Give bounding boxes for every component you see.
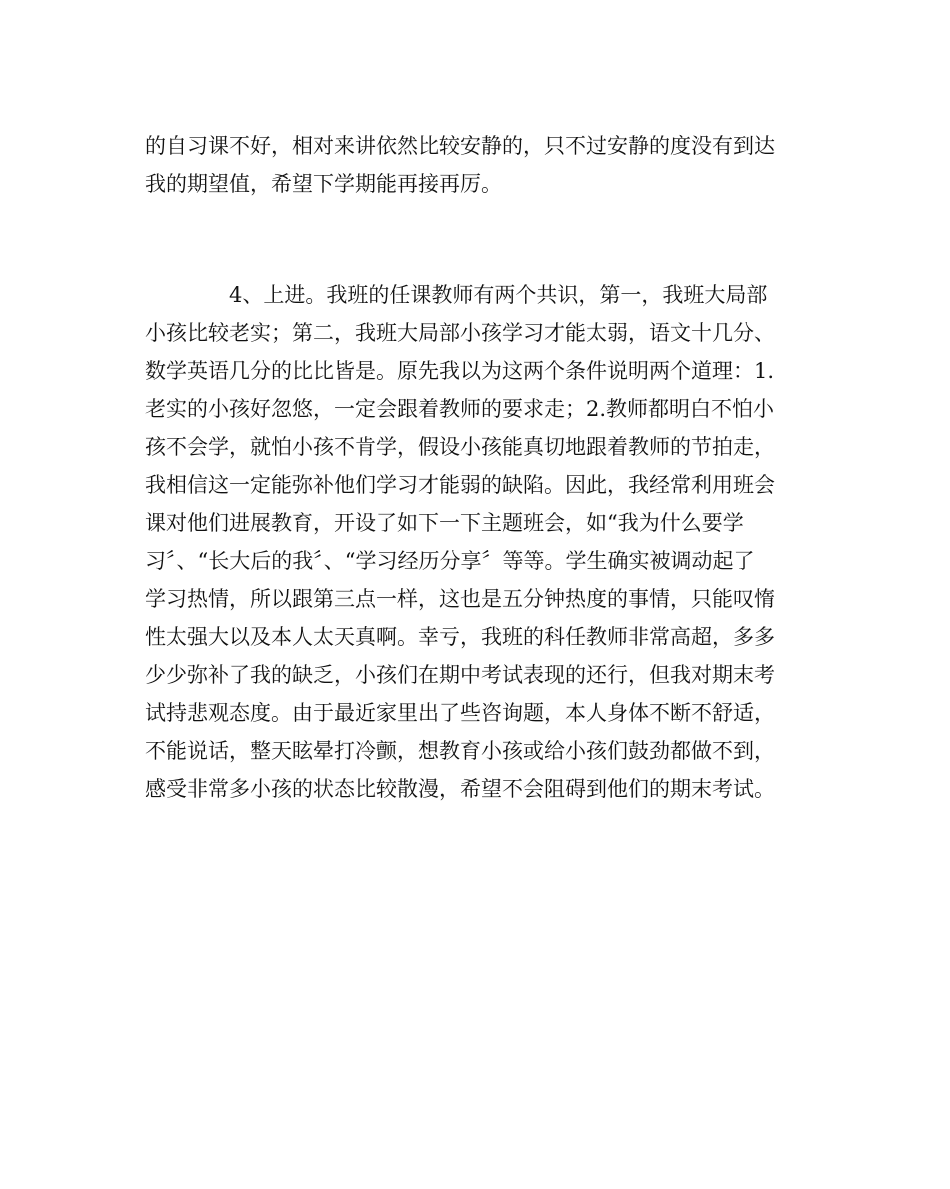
text-line: 习〞、“长大后的我〞、“学习经历分享〞等等。学生确实被调动起了 [145, 549, 755, 573]
text-line: 课对他们进展教育，开设了如下一下主题班会，如“我为什么要学 [145, 511, 744, 535]
text-line: 性太强大以及本人太天真啊。幸亏，我班的科任教师非常高超，多多 [145, 625, 775, 649]
text-line: 小孩比较老实；第二，我班大局部小孩学习才能太弱，语文十几分、 [145, 321, 775, 345]
paragraph-1 [145, 127, 825, 203]
text-line: 少少弥补了我的缺乏，小孩们在期中考试表现的还行，但我对期末考 [145, 663, 775, 687]
text-line: 不能说话，整天眩晕打冷颤，想教育小孩或给小孩们鼓劲都做不到， [145, 739, 775, 763]
text-line-first: 4、上进。我班的任课教师有两个共识，第一，我班大局部 [229, 283, 768, 307]
text-line: 我的期望值，希望下学期能再接再厉。 [145, 172, 502, 196]
paragraph-2 [145, 276, 825, 808]
text-line: 的自习课不好，相对来讲依然比较安静的，只不过安静的度没有到达 [145, 134, 775, 158]
text-line: 我相信这一定能弥补他们学习才能弱的缺陷。因此，我经常利用班会 [145, 473, 775, 497]
text-line: 试持悲观态度。由于最近家里出了些咨询题，本人身体不断不舒适， [145, 701, 775, 725]
text-line: 老实的小孩好忽悠，一定会跟着教师的要求走；2.教师都明白不怕小 [145, 397, 775, 421]
text-line: 数学英语几分的比比皆是。原先我以为这两个条件说明两个道理：1. [145, 359, 775, 383]
text-line: 学习热情，所以跟第三点一样，这也是五分钟热度的事情，只能叹惰 [145, 587, 775, 611]
text-line: 感受非常多小孩的状态比较散漫，希望不会阻碍到他们的期末考试。 [145, 777, 775, 801]
text-line: 孩不会学，就怕小孩不肯学，假设小孩能真切地跟着教师的节拍走， [145, 435, 775, 459]
